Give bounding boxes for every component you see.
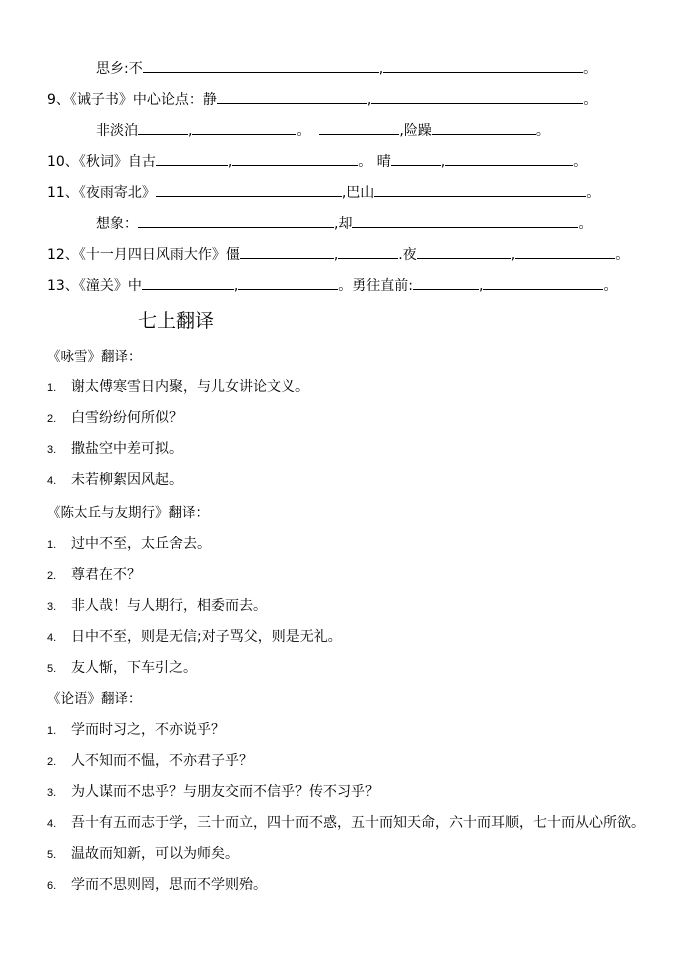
answer-blank[interactable] bbox=[240, 244, 334, 259]
blank-line-11: 11、《夜雨寄北》 ,巴山 。 bbox=[47, 182, 600, 202]
list-item: 1. 过中不至，太丘舍去。 bbox=[47, 536, 211, 552]
line-label: 11、《夜雨寄北》 bbox=[47, 185, 156, 201]
blank-line-9: 9、《诫子书》中心论点：静 , 。 bbox=[47, 89, 597, 109]
answer-blank[interactable] bbox=[142, 275, 234, 290]
list-item: 5. 温故而知新，可以为师矣。 bbox=[47, 846, 239, 862]
list-item: 4. 未若柳絮因风起。 bbox=[47, 472, 183, 488]
list-item: 4. 吾十有五而志于学，三十而立，四十而不惑，五十而知天命，六十而耳顺，七十而从心所欲。 bbox=[47, 815, 645, 831]
list-item: 5. 友人惭，下车引之。 bbox=[47, 660, 197, 676]
answer-blank[interactable] bbox=[371, 89, 583, 104]
list-item: 3. 为人谋而不忠乎？与朋友交而不信乎？传不习乎？ bbox=[47, 784, 379, 800]
answer-blank[interactable] bbox=[156, 182, 342, 197]
blank-line-13: 13、《潼关》中 , 。勇往直前: , 。 bbox=[47, 275, 617, 295]
list-item: 6. 学而不思则罔，思而不学则殆。 bbox=[47, 877, 267, 893]
blank-line-10: 10、《秋词》自古 , 。 晴 , 。 bbox=[47, 151, 587, 171]
section-heading: 《陈太丘与友期行》翻译： bbox=[47, 505, 209, 521]
list-item: 2. 人不知而不愠，不亦君子乎？ bbox=[47, 753, 253, 769]
blank-line-12: 12、《十一月四日风雨大作》僵 , .夜 , 。 bbox=[47, 244, 629, 264]
page-title: 七上翻译 bbox=[138, 310, 215, 332]
answer-blank[interactable] bbox=[391, 151, 441, 166]
answer-blank[interactable] bbox=[232, 151, 358, 166]
list-item: 1. 谢太傅寒雪日内聚，与儿女讲论文义。 bbox=[47, 379, 309, 395]
line-label: 9、《诫子书》中心论点：静 bbox=[47, 92, 217, 108]
list-item: 3. 非人哉！与人期行，相委而去。 bbox=[47, 598, 267, 614]
answer-blank[interactable] bbox=[515, 244, 615, 259]
list-item: 2. 尊君在不？ bbox=[47, 567, 141, 583]
answer-blank[interactable] bbox=[238, 275, 338, 290]
answer-blank[interactable] bbox=[445, 151, 573, 166]
list-item: 1. 学而时习之，不亦说乎？ bbox=[47, 722, 225, 738]
list-item: 4. 日中不至，则是无信;对子骂父，则是无礼。 bbox=[47, 629, 342, 645]
section-heading: 《论语》翻译： bbox=[47, 691, 142, 707]
section-heading: 《咏雪》翻译： bbox=[47, 349, 142, 365]
answer-blank[interactable] bbox=[483, 275, 603, 290]
answer-blank[interactable] bbox=[143, 58, 379, 73]
answer-blank[interactable] bbox=[338, 244, 398, 259]
list-item: 2. 白雪纷纷何所似？ bbox=[47, 410, 183, 426]
list-item: 3. 撒盐空中差可拟。 bbox=[47, 441, 183, 457]
line-label: 12、《十一月四日风雨大作》僵 bbox=[47, 247, 240, 263]
answer-blank[interactable] bbox=[138, 213, 334, 228]
answer-blank[interactable] bbox=[383, 58, 583, 73]
blank-line-homesick: 思乡:不 , 。 bbox=[96, 58, 597, 78]
answer-blank[interactable] bbox=[432, 120, 536, 135]
answer-blank[interactable] bbox=[319, 120, 399, 135]
answer-blank[interactable] bbox=[217, 89, 367, 104]
answer-blank[interactable] bbox=[192, 120, 296, 135]
line-label: 10、《秋词》自古 bbox=[47, 154, 156, 170]
line-label: 13、《潼关》中 bbox=[47, 278, 142, 294]
blank-line-9b: 非淡泊 , 。 ,险躁 。 bbox=[96, 120, 550, 140]
blank-line-11b: 想象： ,却 。 bbox=[96, 213, 592, 233]
line-label: 非淡泊 bbox=[96, 123, 138, 139]
answer-blank[interactable] bbox=[156, 151, 228, 166]
answer-blank[interactable] bbox=[417, 244, 511, 259]
line-label: 思乡:不 bbox=[96, 61, 143, 77]
answer-blank[interactable] bbox=[374, 182, 586, 197]
answer-blank[interactable] bbox=[352, 213, 578, 228]
line-label: 想象： bbox=[96, 216, 138, 232]
answer-blank[interactable] bbox=[413, 275, 479, 290]
answer-blank[interactable] bbox=[138, 120, 188, 135]
